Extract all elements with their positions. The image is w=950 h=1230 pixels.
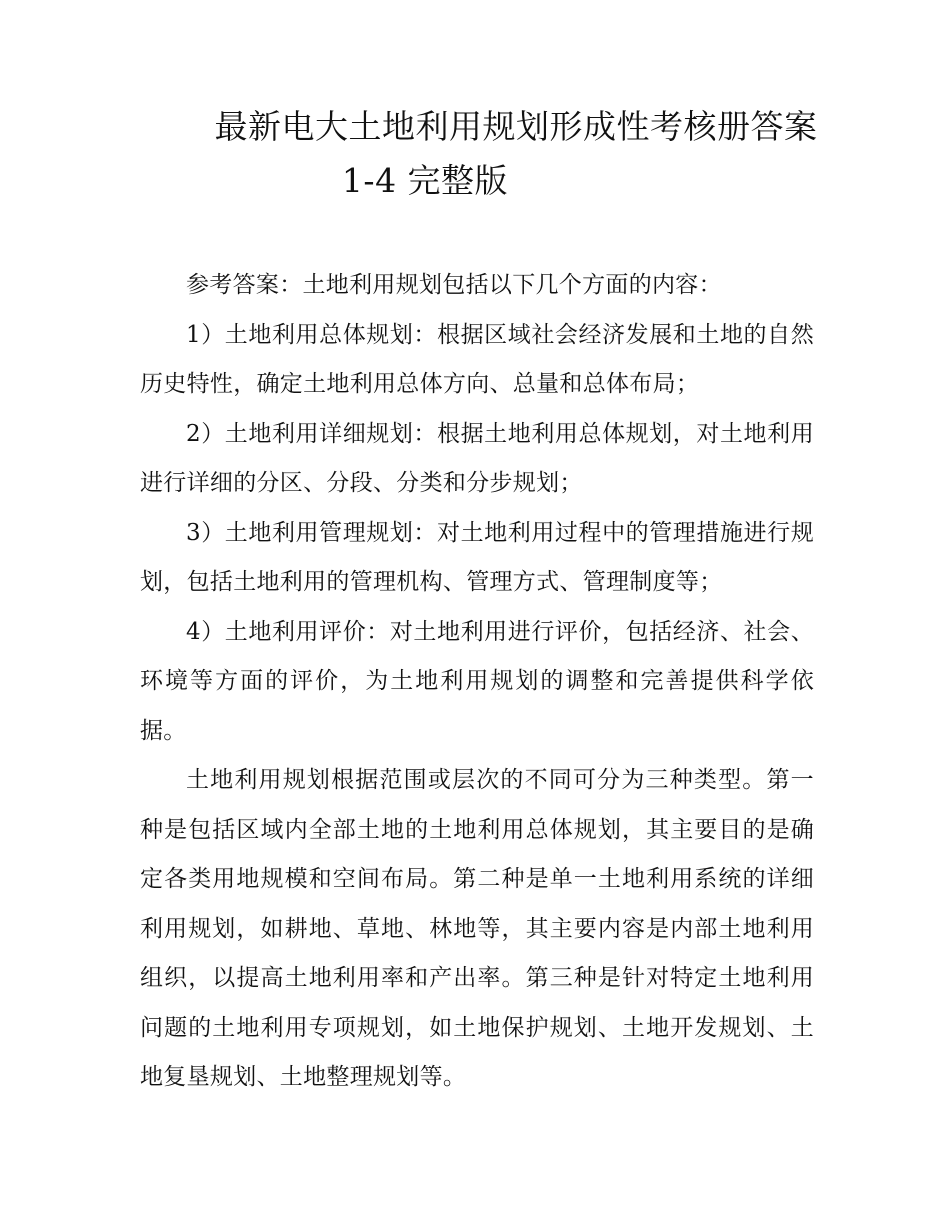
title-line-2: 1-4 完整版 (341, 161, 509, 200)
paragraph-types: 土地利用规划根据范围或层次的不同可分为三种类型。第一种是包括区域内全部土地的土地利用总体规划，其主要目的是确定各类用地规模和空间布局。第二种是单一土地利用系统的详细利用规划，如耕地、草地、林地等，其主要内容是内部土地利用组织，以提高土地利用率和产出率。第三种是针对特定土地利用问题的土地利用专项规划，如土地保护规划、土地开发规划、土地复垦规划、土地整理规划等。 (140, 767, 814, 1090)
paragraph-item-4: 4）土地利用评价：对土地利用进行评价，包括经济、社会、环境等方面的评价，为土地利用规划的调整和完善提供科学依据。 (140, 618, 814, 744)
document-body (140, 261, 814, 1103)
paragraph-item-2: 2）土地利用详细规划：根据土地利用总体规划，对土地利用进行详细的分区、分段、分类和分步规划； (140, 420, 814, 496)
paragraph-item-3: 3）土地利用管理规划：对土地利用过程中的管理措施进行规划，包括土地利用的管理机构、管理方式、管理制度等； (140, 519, 814, 595)
title-line-1: 最新电大土地利用规划形成性考核册答案 (214, 107, 818, 146)
paragraph-item-1: 1）土地利用总体规划：根据区域社会经济发展和土地的自然历史特性，确定土地利用总体方向、总量和总体布局； (140, 321, 814, 397)
document-title (140, 100, 840, 208)
paragraph-intro: 参考答案：土地利用规划包括以下几个方面的内容： (186, 272, 722, 298)
